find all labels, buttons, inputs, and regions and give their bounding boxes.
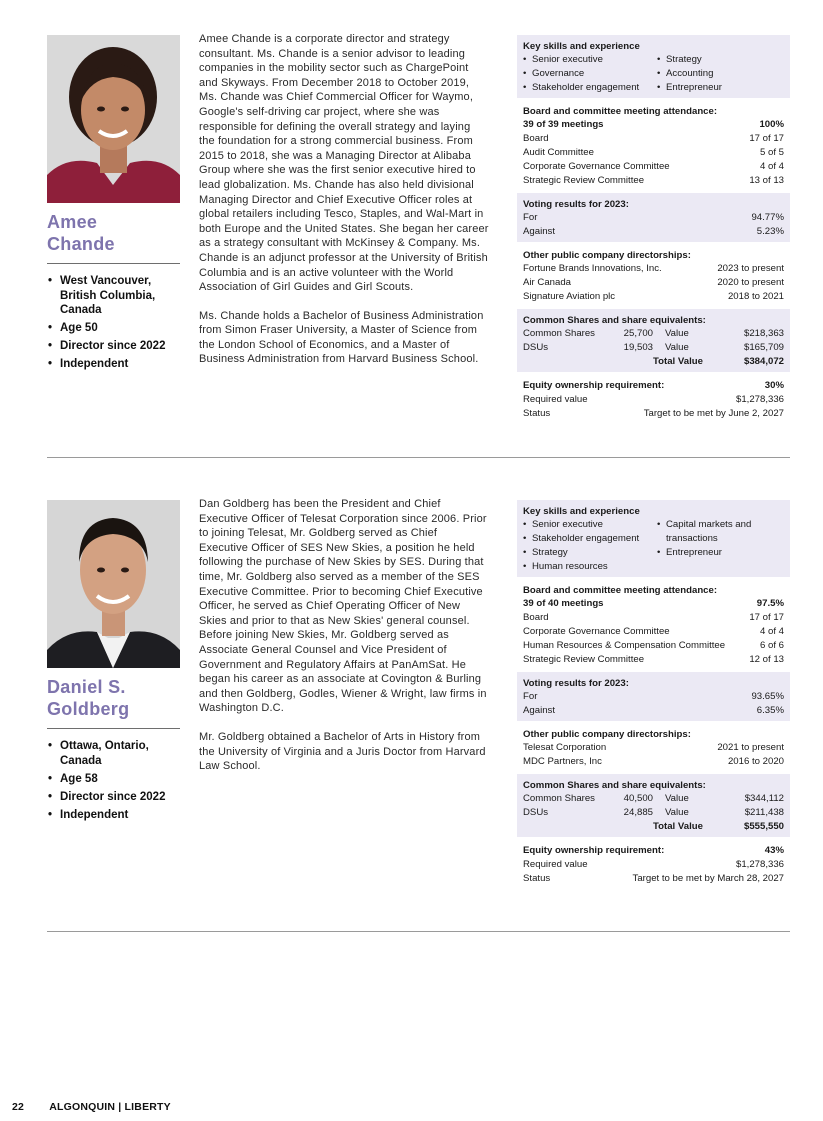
total-value-row: Total Value $384,072 xyxy=(653,356,784,367)
fact-age: • Age 50 xyxy=(47,321,180,336)
voting-row: Against 5.23% xyxy=(523,226,784,237)
skills-section xyxy=(517,35,790,98)
attendance-row: Corporate Governance Committee 4 of 4 xyxy=(523,626,784,637)
directorship-row: Signature Aviation plc 2018 to 2021 xyxy=(523,291,784,302)
page-footer xyxy=(12,1101,171,1113)
director-biography xyxy=(199,497,489,774)
director-sidebar xyxy=(47,500,180,826)
directorship-row: MDC Partners, Inc 2016 to 2020 xyxy=(523,756,784,767)
required-value-row: Required value $1,278,336 xyxy=(523,394,784,405)
attendance-row: Strategic Review Committee 12 of 13 xyxy=(523,654,784,665)
attendance-row: Strategic Review Committee 13 of 13 xyxy=(523,175,784,186)
attendance-total-label: 39 of 40 meetings xyxy=(523,598,604,609)
shares-section xyxy=(517,774,790,837)
director-stats-panel xyxy=(517,35,790,424)
voting-row: For 94.77% xyxy=(523,212,784,223)
director-profile-amee-chande xyxy=(47,35,790,458)
shares-row: DSUs 24,885 Value $211,438 xyxy=(523,807,784,818)
attendance-section xyxy=(517,100,790,191)
bio-paragraph: Ms. Chande holds a Bachelor of Business Administration from Simon Fraser University, a Master of Science from the London School of Economics, and a Master of Business Administration from Harvard Business School. xyxy=(199,309,484,366)
director-profile-daniel-goldberg xyxy=(47,500,790,932)
directorships-section xyxy=(517,723,790,772)
directorships-title: Other public company directorships: xyxy=(523,250,691,261)
directorship-row: Telesat Corporation 2021 to present xyxy=(523,742,784,753)
skills-title: Key skills and experience xyxy=(523,41,640,52)
fact-independence: • Independent xyxy=(47,808,180,823)
attendance-row: Human Resources & Compensation Committee 6 of 6 xyxy=(523,640,784,651)
attendance-total-row xyxy=(523,597,784,611)
equity-section xyxy=(517,374,790,424)
shares-row: Common Shares 40,500 Value $344,112 xyxy=(523,793,784,804)
director-biography xyxy=(199,32,489,367)
attendance-row: Board 17 of 17 xyxy=(523,133,784,144)
skill-item: • Strategy xyxy=(657,53,722,67)
voting-section xyxy=(517,193,790,242)
name-divider xyxy=(47,263,180,264)
skills-section xyxy=(517,500,790,577)
skill-item: • Entrepreneur xyxy=(657,546,767,560)
skill-item: • Senior executive xyxy=(523,53,657,67)
skill-item: • Strategy xyxy=(523,546,657,560)
shares-title: Common Shares and share equivalents: xyxy=(523,315,706,326)
attendance-total-pct: 97.5% xyxy=(756,598,784,609)
portrait-photo xyxy=(47,500,180,668)
director-facts xyxy=(47,739,180,822)
equity-title-row: Equity ownership requirement: 43% xyxy=(523,845,784,856)
page-number: 22 xyxy=(12,1101,25,1113)
attendance-total-label: 39 of 39 meetings xyxy=(523,119,604,130)
skill-item: • Governance xyxy=(523,67,657,81)
bio-paragraph: Mr. Goldberg obtained a Bachelor of Arts in History from the University of Virginia and a Juris Doctor from Harvard Law School. xyxy=(199,730,486,773)
shares-section xyxy=(517,309,790,372)
directorships-title: Other public company directorships: xyxy=(523,729,691,740)
name-divider xyxy=(47,728,180,729)
equity-section xyxy=(517,839,790,889)
voting-title: Voting results for 2023: xyxy=(523,678,629,689)
voting-section xyxy=(517,672,790,721)
fact-director-since: • Director since 2022 xyxy=(47,790,180,805)
directorship-row: Fortune Brands Innovations, Inc. 2023 to present xyxy=(523,263,784,274)
skill-item: • Accounting xyxy=(657,67,722,81)
voting-row: For 93.65% xyxy=(523,691,784,702)
fact-age: • Age 58 xyxy=(47,772,180,787)
required-value-row: Required value $1,278,336 xyxy=(523,859,784,870)
fact-independence: • Independent xyxy=(47,357,180,372)
section-divider xyxy=(47,457,790,458)
director-sidebar xyxy=(47,35,180,375)
shares-title: Common Shares and share equivalents: xyxy=(523,780,706,791)
attendance-row: Board 17 of 17 xyxy=(523,612,784,623)
skill-item: • Human resources xyxy=(523,560,657,574)
director-name: Amee Chande xyxy=(47,212,115,254)
directorship-row: Air Canada 2020 to present xyxy=(523,277,784,288)
voting-row: Against 6.35% xyxy=(523,705,784,716)
attendance-row: Audit Committee 5 of 5 xyxy=(523,147,784,158)
attendance-title: Board and committee meeting attendance: xyxy=(523,585,718,596)
skill-item: • Stakeholder engagement xyxy=(523,532,657,546)
company-name: ALGONQUIN | LIBERTY xyxy=(49,1101,171,1113)
directorships-section xyxy=(517,244,790,307)
director-stats-panel xyxy=(517,500,790,889)
skills-title: Key skills and experience xyxy=(523,506,640,517)
total-value-row: Total Value $555,550 xyxy=(653,821,784,832)
skill-item: • Stakeholder engagement xyxy=(523,81,657,95)
status-row: Status Target to be met by June 2, 2027 xyxy=(523,408,784,419)
section-divider xyxy=(47,931,790,932)
attendance-section xyxy=(517,579,790,670)
attendance-total-row xyxy=(523,118,784,132)
director-name: Daniel S. Goldberg xyxy=(47,677,130,719)
director-facts xyxy=(47,274,180,372)
skill-item: • Senior executive xyxy=(523,518,657,532)
portrait-photo xyxy=(47,35,180,203)
attendance-total-pct: 100% xyxy=(759,119,784,130)
attendance-row: Corporate Governance Committee 4 of 4 xyxy=(523,161,784,172)
fact-location: • West Vancouver, British Columbia, Canada xyxy=(47,274,180,318)
attendance-title: Board and committee meeting attendance: xyxy=(523,106,718,117)
skill-item: • Entrepreneur xyxy=(657,81,722,95)
fact-director-since: • Director since 2022 xyxy=(47,339,180,354)
shares-row: Common Shares 25,700 Value $218,363 xyxy=(523,328,784,339)
voting-title: Voting results for 2023: xyxy=(523,199,629,210)
equity-title-row: Equity ownership requirement: 30% xyxy=(523,380,784,391)
bio-paragraph: Dan Goldberg has been the President and Chief Executive Officer of Telesat Corporation since 2006. Prior to joining Telesat, Mr. Goldberg served as Chief Executive Officer of SES New Skies, a position he held following the purchase of New Skies by SES. During that time, Mr. Goldberg also served as a member of the SES Executive Committee. Prior to becoming Chief Executive Officer, he served as Chief Operating Officer of New Skies and prior to that as New Skies' general counsel. Before joining New Skies, Mr. Goldberg served as Associate General Counsel and Vice President of Government and Regulatory Affairs at PanAmSat. He began his career as an associate at Covington & Burling and then Goldberg, Godles, Wiener & Wright, law firms in Washington D.C. xyxy=(199,498,487,715)
status-row: Status Target to be met by March 28, 2027 xyxy=(523,873,784,884)
skill-item: • Capital markets and transactions xyxy=(657,518,767,546)
shares-row: DSUs 19,503 Value $165,709 xyxy=(523,342,784,353)
fact-location: • Ottawa, Ontario, Canada xyxy=(47,739,180,768)
bio-paragraph: Amee Chande is a corporate director and strategy consultant. Ms. Chande is a senior advisor to leading companies in the mobility sector such as ChargePoint and Skyways. From December 2018 to October 2019, Ms. Chande was Chief Commercial Officer for Waymo, Google's self-driving car project, where she was responsible for defining the overall strategy and laying the foundation for a strong commercial business. From 2015 to 2018, she was a Managing Director at Alibaba Group where she was the first senior executive hired to lead globalization. Ms. Chande has also held divisional Managing Director and Chief Executive Officer roles at global retailers including Tesco, Staples, and Wal-Mart in both Europe and the United States. She began her career as a strategy consultant with McKinsey & Company. Ms. Chande is an adjunct professor at the University of British Columbia and is an active volunteer with the World Association of Girl Guides and Girl Scouts. xyxy=(199,33,489,294)
